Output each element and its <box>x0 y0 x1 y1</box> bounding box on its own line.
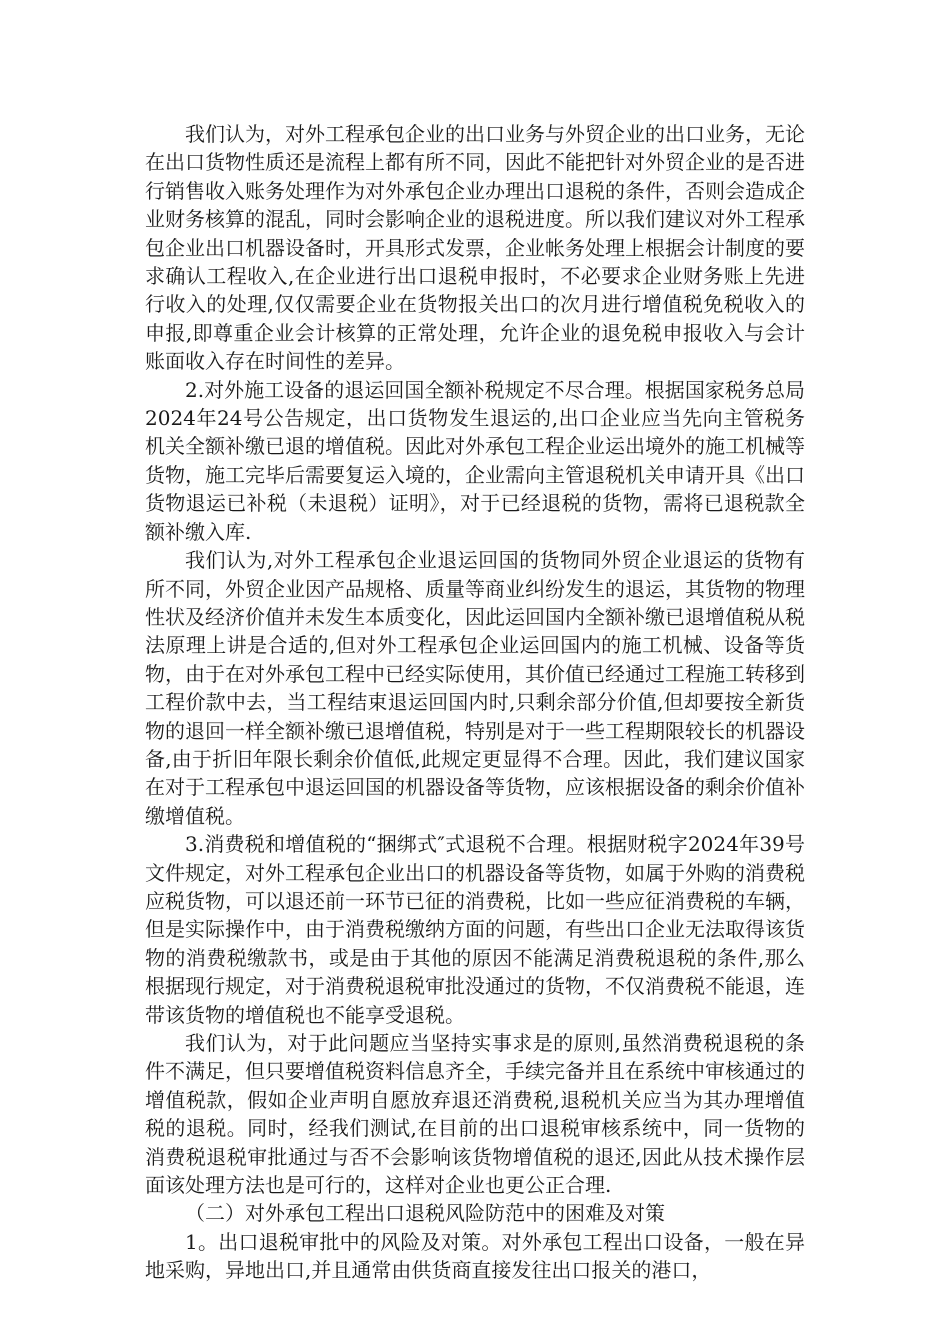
document-page <box>145 120 805 1285</box>
section-heading: （二）对外承包工程出口退税风险防范中的困难及对策 <box>185 1201 665 1226</box>
body-paragraph-1: 我们认为，对外工程承包企业的出口业务与外贸企业的出口业务，无论在出口货物性质还是流程上都有所不同，因此不能把针对外贸企业的是否进行销售收入账务处理作为对外承包企业办理出口退税的条件，否则会造成企业财务核算的混乱，同时会影响企业的退税进度。所以我们建议对外工程承包企业出口机器设备时，开具形式发票，企业帐务处理上根据会计制度的要求确认工程收入,在企业进行出口退税申报时，不必要求企业财务账上先进行收入的处理,仅仅需要企业在货物报关出口的次月进行增值税免税收入的申报,即尊重企业会计核算的正常处理，允许企业的退免税申报收入与会计账面收入存在时间性的差异。 <box>145 122 805 374</box>
body-paragraph-3: 我们认为,对外工程承包企业退运回国的货物同外贸企业退运的货物有所不同，外贸企业因产品规格、质量等商业纠纷发生的退运，其货物的物理性状及经济价值并未发生本质变化，因此运回国内全额补缴已退增值税从税法原理上讲是合适的,但对外工程承包企业运回国内的施工机械、设备等货物，由于在对外承包工程中已经实际使用，其价值已经通过工程施工转移到工程价款中去，当工程结束退运回国内时,只剩余部分价值,但却要按全新货物的退回一样全额补缴已退增值税，特别是对于一些工程期限较长的机器设备,由于折旧年限长剩余价值低,此规定更显得不合理。因此，我们建议国家在对于工程承包中退运回国的机器设备等货物，应该根据设备的剩余价值补缴增值税。 <box>145 548 805 828</box>
body-paragraph-6: 1。出口退税审批中的风险及对策。对外承包工程出口设备，一般在异地采购，异地出口,并且通常由供货商直接发往出口报关的港口， <box>145 1229 805 1283</box>
body-paragraph-5: 我们认为，对于此问题应当坚持实事求是的原则,虽然消费税退税的条件不满足，但只要增值税资料信息齐全，手续完备并且在系统中审核通过的增值税款，假如企业声明自愿放弃退还消费税,退税机关应当为其办理增值税的退税。同时，经我们测试,在目前的出口退税审核系统中，同一货物的消费税退税审批通过与否不会影响该货物增值税的退还,因此从技术操作层面该处理方法也是可行的，这样对企业也更公正合理. <box>145 1031 805 1198</box>
body-paragraph-2: 2.对外施工设备的退运回国全额补税规定不尽合理。根据国家税务总局2024年24号公告规定，出口货物发生退运的,出口企业应当先向主管税务机关全额补缴已退的增值税。因此对外承包工程企业运出境外的施工机械等货物，施工完毕后需要复运入境的，企业需向主管退税机关申请开具《出口货物退运已补税（未退税）证明》，对于已经退税的货物，需将已退税款全额补缴入库. <box>145 377 805 544</box>
body-paragraph-4: 3.消费税和增值税的“捆绑式″式退税不合理。根据财税字2024年39号文件规定，对外工程承包企业出口的机器设备等货物，如属于外购的消费税应税货物，可以退还前一环节已征的消费税，比如一些应征消费税的车辆，但是实际操作中，由于消费税缴纳方面的问题，有些出口企业无法取得该货物的消费税缴款书，或是由于其他的原因不能满足消费税退税的条件,那么根据现行规定，对于消费税退税审批没通过的货物，不仅消费税不能退，连带该货物的增值税也不能享受退税。 <box>145 832 805 1027</box>
